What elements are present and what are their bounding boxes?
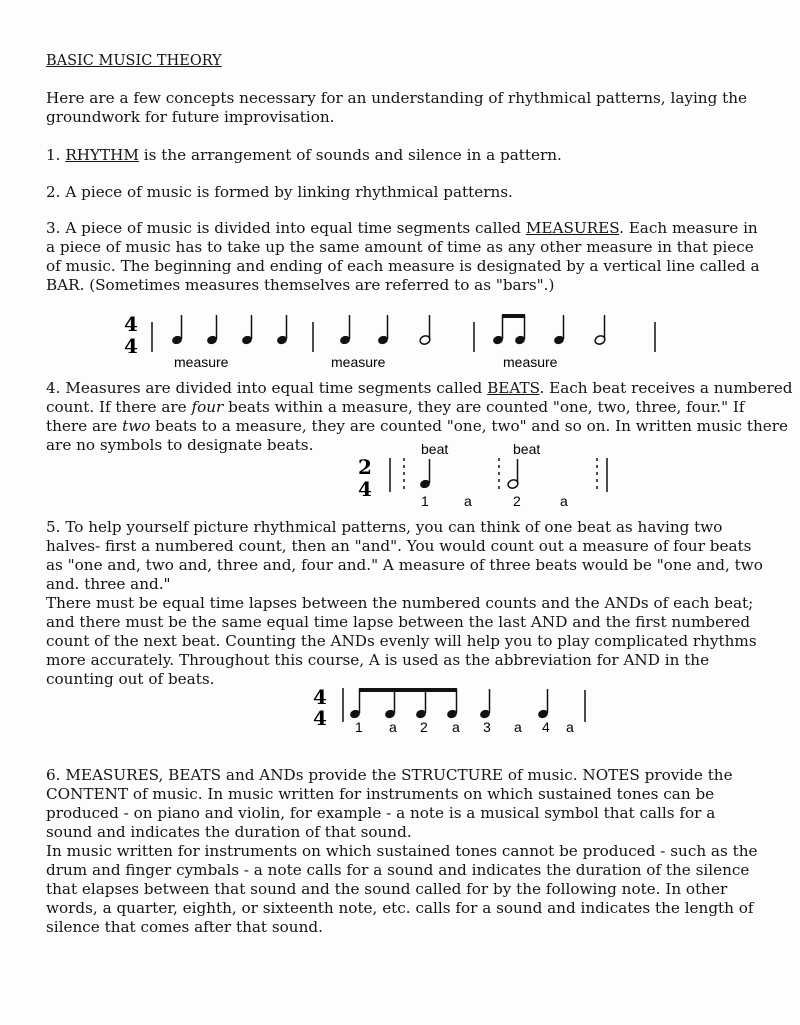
paragraph-3-line-3: of music. The beginning and ending of each measure is designated by a vertical line called a: [46, 257, 760, 275]
count-label: a: [560, 493, 568, 509]
quarter-note-icon: [171, 315, 183, 345]
paragraph-6-line-8: words, a quarter, eighth, or sixteenth note, etc. calls for a sound and indicates the length of: [46, 899, 754, 917]
paragraph-6-line-7: that elapses between that sound and the sound called for by the following note. In other: [46, 880, 728, 898]
paragraph-4-line-3: [46, 417, 788, 436]
p4-emphasis-two: two: [122, 417, 151, 435]
paragraph-5-line-9: counting out of beats.: [46, 670, 215, 688]
quarter-note-icon: [377, 315, 389, 345]
quarter-note-icon: [206, 315, 218, 345]
intro-line-2: groundwork for future improvisation.: [46, 108, 335, 126]
paragraph-5-line-2: halves- first a numbered count, then an "and". You would count out a measure of four beats: [46, 537, 752, 555]
paragraph-6-line-4: sound and indicates the duration of that sound.: [46, 823, 412, 841]
p4-post: . Each beat receives a numbered: [539, 379, 793, 397]
count-label: 3: [483, 719, 491, 735]
count-label: 1: [355, 719, 363, 735]
page-title: BASIC MUSIC THEORY: [46, 53, 222, 69]
paragraph-6-line-5: In music written for instruments on which sustained tones cannot be produced - such as the: [46, 842, 758, 860]
paragraph-6-line-1: 6. MEASURES, BEATS and ANDs provide the STRUCTURE of music. NOTES provide the: [46, 766, 733, 784]
measure-label: measure: [503, 354, 558, 370]
p4-l2b: beats within a measure, they are counted "one, two, three, four." If: [223, 398, 745, 416]
count-label: a: [452, 719, 460, 735]
paragraph-5-line-4: and. three and.": [46, 575, 171, 593]
p4-l2a: count. If there are: [46, 398, 192, 416]
paragraph-5-line-8: more accurately. Throughout this course, A is used as the abbreviation for AND in the: [46, 651, 710, 669]
p4-pre: 4. Measures are divided into equal time segments called: [46, 379, 488, 397]
fig1-time-bottom: 4: [124, 334, 138, 358]
count-label: 4: [542, 719, 550, 735]
quarter-note-icon: [276, 315, 288, 345]
p4-l3a: there are: [46, 417, 123, 435]
paragraph-4-line-4: are no symbols to designate beats.: [46, 436, 314, 454]
measure-label: measure: [331, 354, 386, 370]
p3-pre: 3. A piece of music is divided into equal time segments called: [46, 219, 526, 237]
paragraph-5-line-3: as "one and, two and, three and, four and." A measure of three beats would be "one and, two: [46, 556, 763, 574]
term-measures: MEASURES: [525, 219, 620, 237]
paragraph-6-line-9: silence that comes after that sound.: [46, 918, 323, 936]
paragraph-6-line-2: CONTENT of music. In music written for instruments on which sustained tones can be: [46, 785, 715, 803]
paragraph-4-line-2: [46, 398, 745, 417]
paragraph-6-line-3: produced - on piano and violin, for example - a note is a musical symbol that calls for a: [46, 804, 716, 822]
fig2-time-top: 2: [358, 455, 372, 479]
count-label: a: [389, 719, 397, 735]
intro-line-1: Here are a few concepts necessary for an understanding of rhythmical patterns, laying the: [46, 89, 748, 107]
paragraph-3-line-4: BAR. (Sometimes measures themselves are referred to as "bars".): [46, 276, 555, 294]
p4-emphasis-four: four: [191, 398, 224, 416]
paragraph-5-line-7: count of the next beat. Counting the ANDs evenly will help you to play complicated rhythms: [46, 632, 757, 650]
paragraph-3-line-2: a piece of music has to take up the same amount of time as any other measure in that piece: [46, 238, 754, 256]
measure-label: measure: [174, 354, 229, 370]
half-note-icon: [594, 315, 606, 345]
term-beats: BEATS: [487, 379, 540, 397]
paragraph-4-line-1: [46, 379, 793, 398]
half-note-icon: [419, 315, 431, 345]
paragraph-5-line-5: There must be equal time lapses between the numbered counts and the ANDs of each beat;: [46, 594, 754, 612]
fig2-time-bottom: 4: [358, 477, 372, 501]
count-label: 2: [513, 493, 521, 509]
paragraph-5-line-1: 5. To help yourself picture rhythmical patterns, you can think of one beat as having two: [46, 518, 723, 536]
quarter-note-icon: [241, 315, 253, 345]
fig3-time-bottom: 4: [313, 706, 327, 730]
quarter-note-icon: [339, 315, 351, 345]
paragraph-5-line-6: and there must be the same equal time lapse between the last AND and the first numbered: [46, 613, 751, 631]
count-label: 2: [420, 719, 428, 735]
quarter-note-icon: [553, 315, 565, 345]
count-label: 1: [421, 493, 429, 509]
paragraph-2: 2. A piece of music is formed by linking rhythmical patterns.: [46, 183, 513, 201]
beat-label: beat: [421, 441, 449, 457]
p3-post: . Each measure in: [619, 219, 758, 237]
count-label: a: [464, 493, 472, 509]
p1-rest: is the arrangement of sounds and silence in a pattern.: [138, 146, 562, 164]
count-label: a: [566, 719, 574, 735]
p1-num: 1.: [46, 146, 66, 164]
beat-label: beat: [513, 441, 541, 457]
count-label: a: [514, 719, 522, 735]
p4-l3b: beats to a measure, they are counted "one, two" and so on. In written music there: [150, 417, 788, 435]
term-rhythm: RHYTHM: [65, 146, 139, 164]
fig1-time-top: 4: [124, 312, 138, 336]
fig3-time-top: 4: [313, 685, 327, 709]
paragraph-6-line-6: drum and finger cymbals - a note calls for a sound and indicates the duration of the silence: [46, 861, 750, 879]
eighth-note-pair-icon: [492, 315, 526, 345]
